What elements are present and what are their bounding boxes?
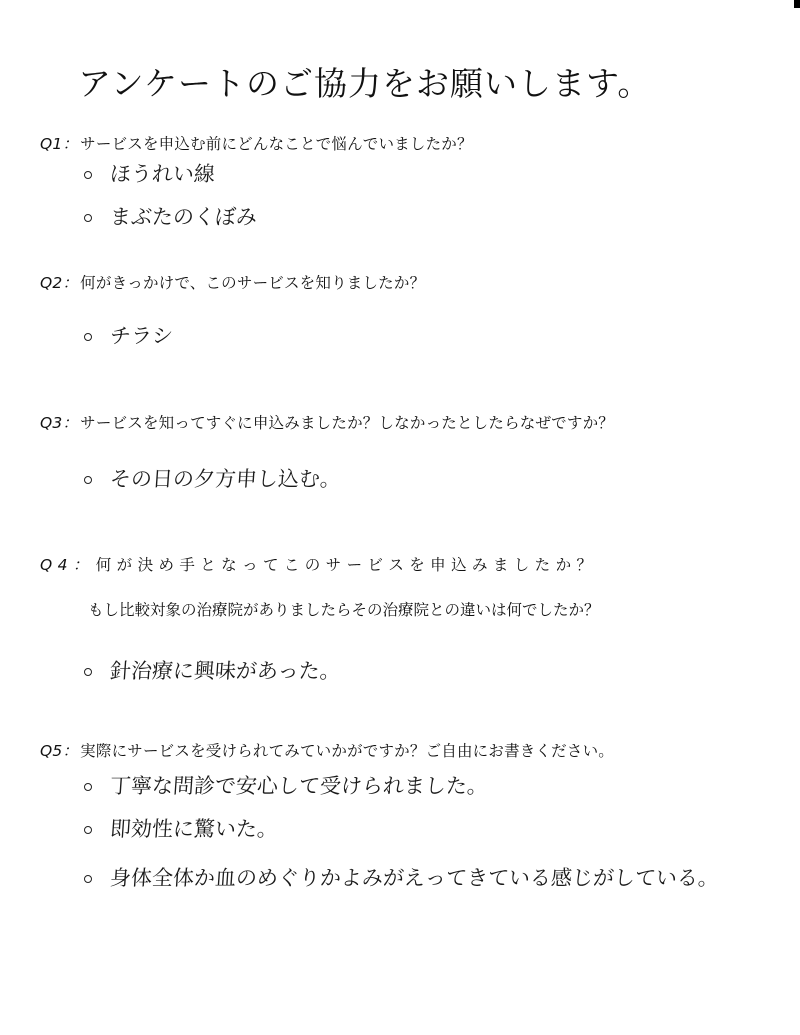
bullet-icon: [84, 214, 92, 222]
bullet-icon: [84, 783, 92, 791]
answer-1-1: [84, 158, 215, 188]
question-1-text: サービスを申込む前にどんなことで悩んでいましたか？: [80, 135, 473, 153]
question-5: [40, 739, 614, 761]
question-3: [40, 411, 614, 433]
bullet-icon: [84, 875, 92, 883]
answer-1-2: [84, 201, 257, 231]
answer-3-1-text: その日の夕方申し込む。: [109, 467, 342, 491]
corner-mark: [794, 0, 800, 8]
question-2-number: Q2：: [40, 274, 79, 292]
question-1-number: Q1：: [40, 135, 79, 153]
answer-5-2-text: 即効性に驚いた。: [109, 817, 279, 841]
answer-1-1-text: ほうれい線: [109, 162, 216, 186]
bullet-icon: [84, 171, 92, 179]
answer-5-1: [84, 770, 488, 800]
question-2: [40, 271, 425, 293]
question-4-number: Q4：: [40, 556, 94, 574]
bullet-icon: [84, 333, 92, 341]
question-4-subtext: もし比較対象の治療院がありましたらその治療院との違いは何でしたか？: [88, 601, 600, 619]
answer-2-1: [84, 320, 173, 350]
answer-5-2: [84, 813, 278, 843]
bullet-icon: [84, 476, 92, 484]
question-4-text: 何が決め手となってこのサービスを申込みましたか？: [95, 556, 598, 574]
answer-5-1-text: 丁寧な問診で安心して受けられました。: [109, 774, 489, 798]
answer-1-2-text: まぶたのくぼみ: [109, 205, 258, 229]
question-5-text: 実際にサービスを受けられてみていかがですか？ご自由にお書きください。: [80, 742, 614, 760]
question-1: [40, 132, 473, 154]
question-2-text: 何がきっかけで、このサービスを知りましたか？: [80, 274, 426, 292]
answer-5-3-text: 身体全体か血のめぐりかよみがえってきている感じがしている。: [109, 866, 720, 890]
question-3-text: サービスを知ってすぐに申込みましたか？しなかったとしたらなぜですか？: [80, 414, 614, 432]
bullet-icon: [84, 826, 92, 834]
answer-3-1: [84, 463, 341, 493]
answer-2-1-text: チラシ: [109, 324, 174, 348]
answer-4-1-text: 針治療に興味があった。: [109, 659, 342, 683]
answer-4-1: [84, 655, 341, 685]
survey-title: アンケートのご協力をお願いします。: [78, 64, 652, 103]
question-3-number: Q3：: [40, 414, 79, 432]
question-4: [40, 553, 597, 575]
question-5-number: Q5：: [40, 742, 79, 760]
answer-5-3: [84, 862, 719, 892]
bullet-icon: [84, 668, 92, 676]
